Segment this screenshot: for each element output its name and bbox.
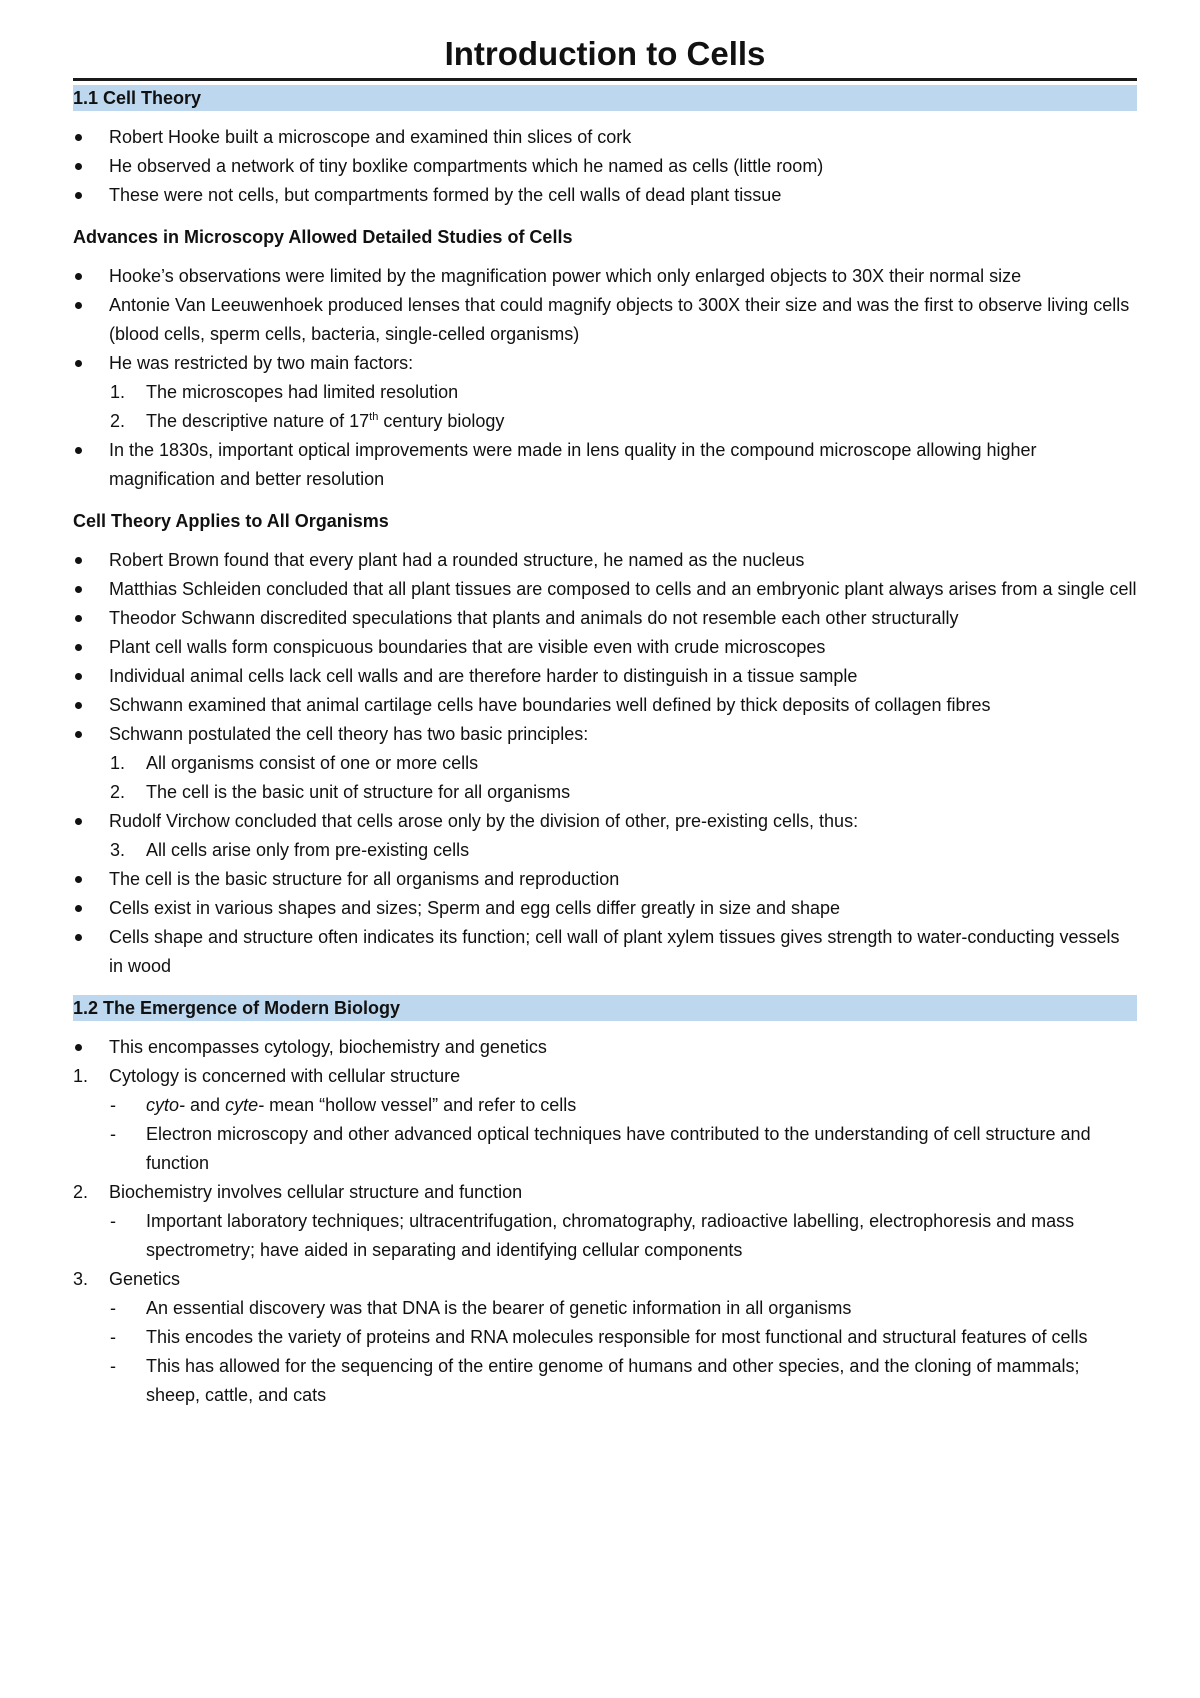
item-text: Individual animal cells lack cell walls and are therefore harder to distinguish in a tissue sample [109, 666, 858, 686]
item-text: Robert Hooke built a microscope and examined thin slices of cork [109, 127, 632, 147]
list-item [73, 807, 1137, 836]
list-marker: 1. [73, 1066, 89, 1086]
bullet-icon [75, 818, 82, 825]
bullet-icon [75, 702, 82, 709]
list-item [73, 1323, 1137, 1352]
item-text: Cytology is concerned with cellular structure [109, 1066, 461, 1086]
bullet-icon [75, 192, 82, 199]
item-text: All organisms consist of one or more cells [146, 753, 479, 773]
bullet-icon [75, 557, 82, 564]
document-content [73, 85, 1137, 1410]
section-gap [73, 494, 1137, 508]
list-item [73, 1062, 1137, 1091]
item-list [73, 123, 1137, 210]
list-item [73, 662, 1137, 691]
item-text: The cell is the basic structure for all organisms and reproduction [109, 869, 620, 889]
list-item [73, 575, 1137, 604]
list-item [73, 1091, 1137, 1120]
bullet-icon [75, 163, 82, 170]
list-item [73, 778, 1137, 807]
document-title: Introduction to Cells [444, 35, 766, 72]
item-text: mean “hollow vessel” and refer to cells [264, 1095, 577, 1115]
bullet-icon [75, 134, 82, 141]
list-marker: - [110, 1211, 116, 1231]
item-text: These were not cells, but compartments formed by the cell walls of dead plant tissue [109, 185, 782, 205]
list-item [73, 349, 1137, 378]
item-text: Plant cell walls form conspicuous boundaries that are visible even with crude microscopes [109, 637, 826, 657]
bullet-icon [75, 615, 82, 622]
section-gap [73, 981, 1137, 995]
item-text: Matthias Schleiden concluded that all plant tissues are composed to cells and an embryonic plant always arises from a single cell [109, 579, 1137, 599]
item-text: Genetics [109, 1269, 181, 1289]
heading-gap [73, 1021, 1137, 1033]
list-item [73, 604, 1137, 633]
item-text: He was restricted by two main factors: [109, 353, 414, 373]
bullet-icon [75, 876, 82, 883]
heading-gap [73, 534, 1137, 546]
list-item [73, 720, 1137, 749]
section-gap [73, 210, 1137, 224]
item-text: In the 1830s, important optical improvements were made in lens quality in the compound microscope allowing higher magnification and better resolution [109, 440, 1037, 489]
item-text: Cells exist in various shapes and sizes; Sperm and egg cells differ greatly in size and shape [109, 898, 841, 918]
bullet-icon [75, 731, 82, 738]
list-item [73, 749, 1137, 778]
list-marker: - [110, 1298, 116, 1318]
list-marker: 2. [110, 411, 126, 431]
list-item [73, 1120, 1137, 1178]
bullet-icon [75, 934, 82, 941]
subsection-heading: Cell Theory Applies to All Organisms [73, 511, 389, 531]
item-text: All cells arise only from pre-existing cells [146, 840, 470, 860]
bullet-icon [75, 644, 82, 651]
section-heading: 1.2 The Emergence of Modern Biology [73, 995, 1137, 1021]
list-marker: - [110, 1356, 116, 1376]
item-text: Rudolf Virchow concluded that cells arose only by the division of other, pre-existing cells, thus: [109, 811, 859, 831]
list-item [73, 894, 1137, 923]
bullet-icon [75, 1044, 82, 1051]
list-marker: - [110, 1327, 116, 1347]
list-item [73, 923, 1137, 981]
bullet-icon [75, 905, 82, 912]
list-item [73, 436, 1137, 494]
list-item [73, 1265, 1137, 1294]
item-text: The microscopes had limited resolution [146, 382, 459, 402]
item-text: An essential discovery was that DNA is the bearer of genetic information in all organisms [146, 1298, 852, 1318]
item-text: This has allowed for the sequencing of the entire genome of humans and other species, and the cloning of mammals; sheep, cattle, and cats [146, 1356, 1080, 1405]
list-marker: - [110, 1095, 116, 1115]
item-list [73, 262, 1137, 494]
item-text: century biology [378, 411, 505, 431]
list-item [73, 1294, 1137, 1323]
item-text: Biochemistry involves cellular structure and function [109, 1182, 523, 1202]
item-text: This encodes the variety of proteins and RNA molecules responsible for most functional and structural features of cells [146, 1327, 1088, 1347]
heading-gap [73, 250, 1137, 262]
list-item [73, 123, 1137, 152]
list-item [73, 262, 1137, 291]
list-item [73, 378, 1137, 407]
heading-gap [73, 111, 1137, 123]
italic-term: cyte- [225, 1095, 265, 1115]
item-text: Robert Brown found that every plant had a rounded structure, he named as the nucleus [109, 550, 805, 570]
item-text: He observed a network of tiny boxlike compartments which he named as cells (little room) [109, 156, 824, 176]
list-item [73, 1352, 1137, 1410]
item-text: Electron microscopy and other advanced optical techniques have contributed to the understanding of cell structure and function [146, 1124, 1091, 1173]
list-marker: - [110, 1124, 116, 1144]
list-item [73, 865, 1137, 894]
item-text: The cell is the basic unit of structure for all organisms [146, 782, 571, 802]
bullet-icon [75, 673, 82, 680]
list-item [73, 291, 1137, 349]
list-item [73, 152, 1137, 181]
item-text: Cells shape and structure often indicates its function; cell wall of plant xylem tissues gives strength to water-conducting vessels in wood [109, 927, 1120, 976]
list-item [73, 836, 1137, 865]
subsection-heading: Advances in Microscopy Allowed Detailed Studies of Cells [73, 227, 573, 247]
italic-term: cyto- [146, 1095, 186, 1115]
list-marker: 3. [73, 1269, 89, 1289]
list-item [73, 691, 1137, 720]
item-text: Hooke’s observations were limited by the magnification power which only enlarged objects to 30X their normal size [109, 266, 1022, 286]
list-marker: 1. [110, 753, 126, 773]
bullet-icon [75, 586, 82, 593]
item-text: and [185, 1095, 226, 1115]
section-heading: 1.1 Cell Theory [73, 85, 1137, 111]
item-text: Schwann examined that animal cartilage cells have boundaries well defined by thick deposits of collagen fibres [109, 695, 991, 715]
bullet-icon [75, 447, 82, 454]
bullet-icon [75, 273, 82, 280]
list-marker: 2. [73, 1182, 89, 1202]
list-item [73, 1207, 1137, 1265]
list-marker: 3. [110, 840, 126, 860]
title-underline [73, 78, 1137, 81]
document-page [73, 30, 1137, 1410]
list-marker: 2. [110, 782, 126, 802]
list-item [73, 181, 1137, 210]
item-list [73, 546, 1137, 981]
list-item [73, 633, 1137, 662]
list-item [73, 546, 1137, 575]
ordinal-suffix: th [369, 411, 379, 423]
item-text: The descriptive nature of 17 [146, 411, 370, 431]
bullet-icon [75, 360, 82, 367]
list-marker: 1. [110, 382, 126, 402]
item-list [73, 1033, 1137, 1410]
list-item [73, 1178, 1137, 1207]
item-text: This encompasses cytology, biochemistry and genetics [109, 1037, 547, 1057]
item-text: Schwann postulated the cell theory has two basic principles: [109, 724, 589, 744]
item-text: Important laboratory techniques; ultracentrifugation, chromatography, radioactive labelling, electrophoresis and mass spectrometry; have aided in separating and identifying cellular components [146, 1211, 1075, 1260]
list-item [73, 1033, 1137, 1062]
item-text: Antonie Van Leeuwenhoek produced lenses that could magnify objects to 300X their size and was the first to observe living cells (blood cells, sperm cells, bacteria, single-celled organisms) [109, 295, 1130, 344]
item-text: Theodor Schwann discredited speculations that plants and animals do not resemble each other structurally [109, 608, 959, 628]
list-item [73, 407, 1137, 436]
bullet-icon [75, 302, 82, 309]
